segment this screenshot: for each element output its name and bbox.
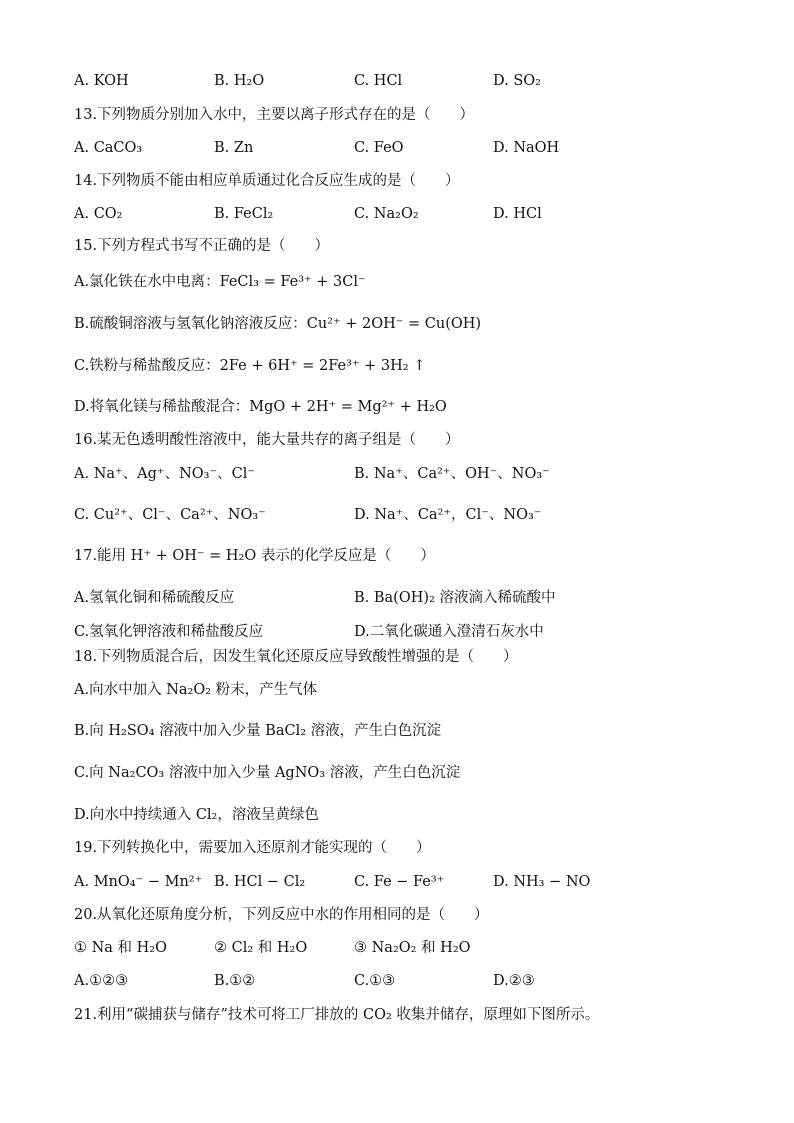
q12-option-b: B. H₂O xyxy=(214,73,265,89)
q15-option-c: C.铁粉与稀盐酸反应：2Fe + 6H⁺ = 2Fe³⁺ + 3H₂ ↑ xyxy=(74,358,426,374)
q13-option-a: A. CaCO₃ xyxy=(74,140,143,156)
q12-option-a: A. KOH xyxy=(74,73,129,89)
q20-option-d: D.②③ xyxy=(493,973,535,989)
q20-option-b: B.①② xyxy=(214,973,256,989)
q18-stem: 18.下列物质混合后，因发生氧化还原反应导致酸性增强的是（ ） xyxy=(74,649,518,665)
q17-option-a: A.氢氧化铜和稀硫酸反应 xyxy=(74,590,235,606)
q13-option-c: C. FeO xyxy=(354,140,404,156)
q16-option-d: D. Na⁺、Ca²⁺，Cl⁻、NO₃⁻ xyxy=(354,507,542,523)
q21-stem: 21.利用“碳捕获与储存”技术可将工厂排放的 CO₂ 收集并储存，原理如下图所示。 xyxy=(74,1007,600,1023)
q14-option-c: C. Na₂O₂ xyxy=(354,206,419,222)
q14-option-b: B. FeCl₂ xyxy=(214,206,274,222)
q18-option-a: A.向水中加入 Na₂O₂ 粉末，产生气体 xyxy=(74,682,318,698)
q18-option-d: D.向水中持续通入 Cl₂，溶液呈黄绿色 xyxy=(74,807,319,823)
q15-option-a: A.氯化铁在水中电离：FeCl₃ = Fe³⁺ + 3Cl⁻ xyxy=(74,274,366,290)
q12-option-c: C. HCl xyxy=(354,73,403,89)
q14-option-d: D. HCl xyxy=(493,206,542,222)
q19-option-b: B. HCl − Cl₂ xyxy=(214,874,306,890)
q20-item-1: ① Na 和 H₂O xyxy=(74,940,168,956)
q20-item-3: ③ Na₂O₂ 和 H₂O xyxy=(354,940,471,956)
q15-option-b: B.硫酸铜溶液与氢氧化钠溶液反应：Cu²⁺ + 2OH⁻ = Cu(OH) xyxy=(74,316,482,332)
q14-stem: 14.下列物质不能由相应单质通过化合反应生成的是（ ） xyxy=(74,173,460,189)
q18-option-b: B.向 H₂SO₄ 溶液中加入少量 BaCl₂ 溶液，产生白色沉淀 xyxy=(74,723,442,739)
q20-stem: 20.从氧化还原角度分析，下列反应中水的作用相同的是（ ） xyxy=(74,907,489,923)
q20-option-c: C.①③ xyxy=(354,973,396,989)
q19-option-c: C. Fe − Fe³⁺ xyxy=(354,874,445,890)
q13-option-b: B. Zn xyxy=(214,140,254,156)
q17-stem: 17.能用 H⁺ + OH⁻ = H₂O 表示的化学反应是（ ） xyxy=(74,548,435,564)
q16-option-a: A. Na⁺、Ag⁺、NO₃⁻、Cl⁻ xyxy=(74,466,256,482)
q15-option-d: D.将氧化镁与稀盐酸混合：MgO + 2H⁺ = Mg²⁺ + H₂O xyxy=(74,399,447,415)
q17-option-c: C.氢氧化钾溶液和稀盐酸反应 xyxy=(74,624,264,640)
q19-stem: 19.下列转换化中，需要加入还原剂才能实现的（ ） xyxy=(74,840,431,856)
q16-option-c: C. Cu²⁺、Cl⁻、Ca²⁺、NO₃⁻ xyxy=(74,507,266,523)
q20-item-2: ② Cl₂ 和 H₂O xyxy=(214,940,308,956)
q16-stem: 16.某无色透明酸性溶液中，能大量共存的离子组是（ ） xyxy=(74,432,460,448)
q12-option-d: D. SO₂ xyxy=(493,73,541,89)
q15-stem: 15.下列方程式书写不正确的是（ ） xyxy=(74,238,330,254)
q17-option-d: D.二氧化碳通入澄清石灰水中 xyxy=(354,624,544,640)
q19-option-a: A. MnO₄⁻ − Mn²⁺ xyxy=(74,874,203,890)
q13-stem: 13.下列物质分别加入水中，主要以离子形式存在的是（ ） xyxy=(74,107,475,123)
q19-option-d: D. NH₃ − NO xyxy=(493,874,591,890)
q18-option-c: C.向 Na₂CO₃ 溶液中加入少量 AgNO₃ 溶液，产生白色沉淀 xyxy=(74,765,461,781)
q14-option-a: A. CO₂ xyxy=(74,206,123,222)
q13-option-d: D. NaOH xyxy=(493,140,560,156)
q20-option-a: A.①②③ xyxy=(74,973,129,989)
q17-option-b: B. Ba(OH)₂ 溶液滴入稀硫酸中 xyxy=(354,590,556,606)
q16-option-b: B. Na⁺、Ca²⁺、OH⁻、NO₃⁻ xyxy=(354,466,550,482)
